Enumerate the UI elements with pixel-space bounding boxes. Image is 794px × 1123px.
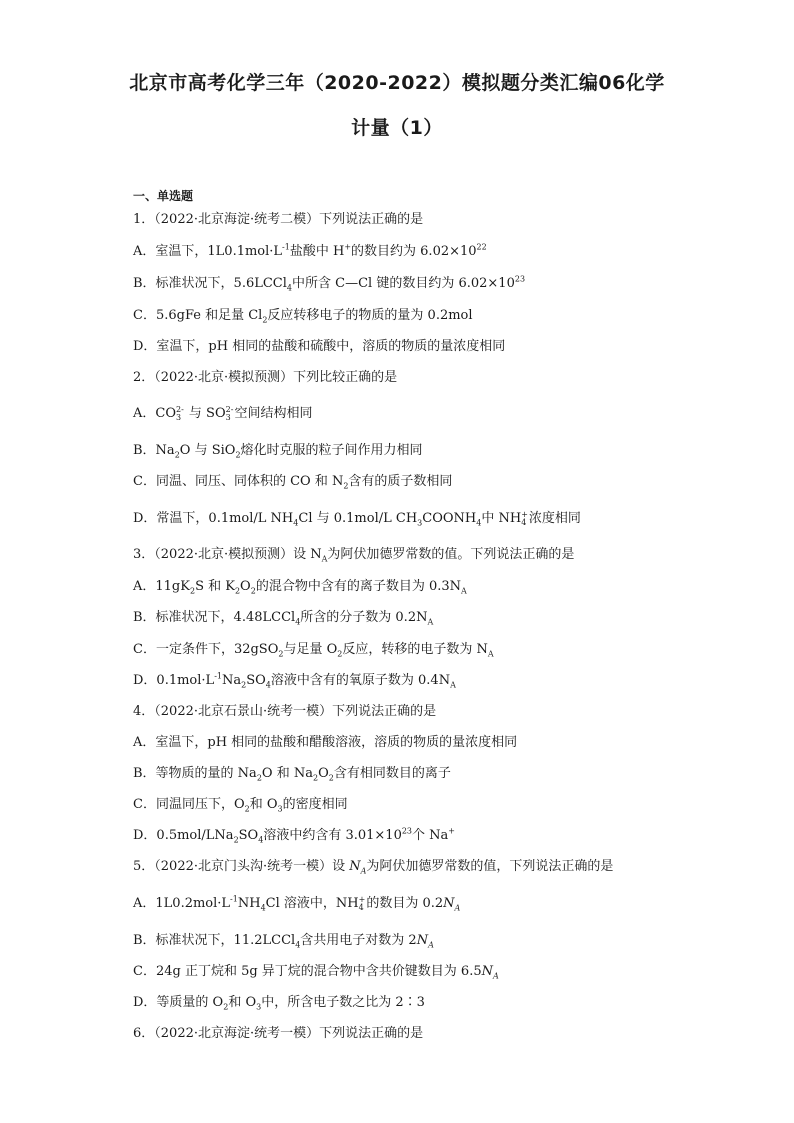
- document-title-line-1: 北京市高考化学三年（2020-2022）模拟题分类汇编06化学: [129, 72, 665, 94]
- question-3-option-b: B．标准状况下，4.48LCCl$_4$所含的分子数为 $0.2N_A$: [133, 610, 434, 627]
- question-3-option-a: A．$11gK_2S$ 和 $K_2O_2$的混合物中含有的离子数目为 $0.3N_A$: [133, 579, 467, 596]
- question-6-stem: 6．（2022·北京海淀·统考一模）下列说法正确的是: [133, 1026, 424, 1041]
- question-4-option-c: C．同温同压下，$O_2$和 $O_3$的密度相同: [133, 797, 348, 814]
- question-3-stem: 3．（2022·北京·模拟预测）设 $N_A$为阿伏加德罗常数的值。下列说法正确的是: [133, 547, 575, 564]
- question-2-option-c: C．同温、同压、同体积的 CO 和 $N_2$含有的质子数相同: [133, 474, 453, 491]
- section-heading: 一、单选题: [133, 189, 194, 203]
- question-5-option-b: B．标准状况下，11.2LCCl$_4$含共用电子对数为 $2N_A$: [133, 933, 434, 950]
- question-1-option-c: C．5.6gFe 和足量 $Cl_2$反应转移电子的物质的量为 0.2mol: [133, 308, 473, 325]
- question-2-stem: 2．（2022·北京·模拟预测）下列比较正确的是: [133, 370, 398, 385]
- question-4-option-a: A．室温下，pH 相同的盐酸和醋酸溶液，溶质的物质的量浓度相同: [133, 735, 518, 750]
- question-5-option-a: A．$1L0.2mol\cdot L^{-1}NH_4Cl$ 溶液中，NH + 4 的数目为 $0.2N_A$: [133, 894, 461, 913]
- question-5-stem: 5．（2022·北京门头沟·统考一模）设 $N_A$为阿伏加德罗常数的值，下列说法正确的是: [133, 859, 614, 876]
- question-1-option-b: B．标准状况下，5.6LCCl$_4$中所含 C—Cl 键的数目约为 $6.02\times 10^{23}$: [133, 274, 526, 293]
- question-2-option-d: D．常温下，0.1mol/L $NH_4Cl$ 与 0.1mol/L $CH_3COONH_4$中 NH + 4 浓度相同: [133, 509, 581, 528]
- document-title-line-2: 计量（1）: [351, 117, 443, 139]
- question-3-option-d: D．$0.1mol\cdot L^{-1}Na_2SO_4$溶液中含有的氧原子数为 $0.4N_A$: [133, 671, 456, 690]
- question-1-option-a: A．室温下，$1L0.1mol\cdot L^{-1}$盐酸中 H+的数目约为 $6.02\times 10^{22}$: [133, 242, 487, 259]
- question-4-stem: 4．（2022·北京石景山·统考一模）下列说法正确的是: [133, 704, 437, 719]
- question-3-option-c: C．一定条件下，32gSO$_2$与足量 $O_2$反应，转移的电子数为 $N_A$: [133, 642, 494, 659]
- question-5-option-c: C．24g 正丁烷和 5g 异丁烷的混合物中含共价键数目为 $6.5N_A$: [133, 964, 499, 981]
- question-1-option-d: D．室温下，pH 相同的盐酸和硫酸中，溶质的物质的量浓度相同: [133, 339, 506, 354]
- question-2-option-b: B．$Na_2O$ 与 SiO$_2$熔化时克服的粒子间作用力相同: [133, 443, 423, 460]
- question-1-stem: 1．（2022·北京海淀·统考二模）下列说法正确的是: [133, 212, 424, 227]
- question-5-option-d: D．等质量的 $O_2$和 $O_3$中，所含电子数之比为 2∶3: [133, 995, 425, 1012]
- question-2-option-a: A．CO 2- 3 与 SO 2- 3 空间结构相同: [133, 404, 313, 422]
- question-4-option-b: B．等物质的量的 $Na_2O$ 和 $Na_2O_2$含有相同数目的离子: [133, 766, 451, 783]
- question-4-option-d: D．$0.5mol/LNa_2SO_4$溶液中约含有 $3.01\times 10^{23}$个 Na+: [133, 826, 455, 845]
